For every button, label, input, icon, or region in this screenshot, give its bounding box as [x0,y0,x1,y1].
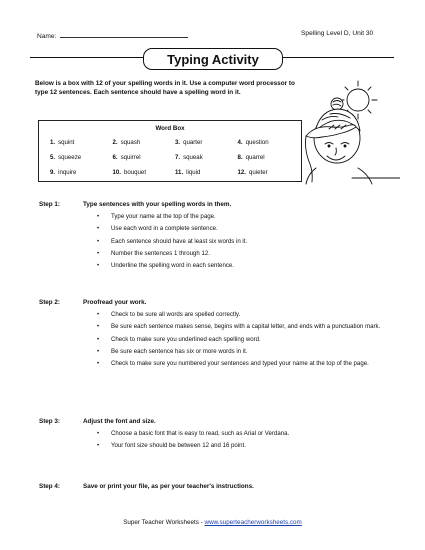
word-item [50,154,113,169]
word-number: 11. [175,169,184,176]
list-item: • Choose a basic font that is easy to read, such as Arial or Verdana. [95,429,395,438]
step-2-list [95,310,395,372]
word-box-row [50,154,300,169]
word-text: inquire [58,169,77,176]
footer-link[interactable]: www.superteacherworksheets.com [204,519,302,526]
word-number: 5. [50,154,56,161]
word-box-row [50,139,300,154]
list-item: • Each sentence should have at least six words in it. [95,237,395,246]
word-item [113,154,176,169]
word-box [38,120,302,182]
list-item: • Underline the spelling word in each sentence. [95,261,395,270]
step-4-label: Step 4: [39,483,60,490]
footer [0,519,425,526]
word-text: squeeze [58,154,82,161]
level-label: Spelling Level D, Unit 30 [301,30,374,37]
list-item: • Check to make sure you underlined each spelling word. [95,335,395,344]
word-item [113,139,176,154]
step-1-list [95,212,395,274]
word-text: squint [58,139,75,146]
girl-sun-illustration [300,74,400,186]
word-item [50,139,113,154]
word-text: squeak [183,154,203,161]
word-text: bouquet [123,169,147,176]
word-number: 8. [237,154,243,161]
word-item [238,139,301,154]
step-4-heading: Save or print your file, as per your teacher's instructions. [83,483,254,490]
word-item [175,154,238,169]
word-item [238,154,301,169]
footer-text: Super Teacher Worksheets - [123,519,205,526]
word-number: 12. [237,169,246,176]
word-number: 3. [175,139,181,146]
step-3-heading: Adjust the font and size. [83,418,156,425]
list-item: • Check to be sure all words are spelled correctly. [95,310,395,319]
word-item [113,169,176,184]
list-item: • Check to make sure you numbered your sentences and typed your name at the top of the page. [95,359,395,368]
list-item: • Number the sentences 1 through 12. [95,249,395,258]
list-item: • Type your name at the top of the page. [95,212,395,221]
word-number: 4. [237,139,243,146]
word-number: 7. [175,154,181,161]
intro-text: Below is a box with 12 of your spelling words in it. Use a computer word processor to type 12 sentences. Each sentence should have a spelling word in it. [35,80,295,96]
word-number: 10. [112,169,121,176]
word-text: squirrel [120,154,141,161]
word-box-title: Word Box [155,125,185,132]
page-title: Typing Activity [143,48,283,70]
step-1-heading: Type sentences with your spelling words in them. [83,201,232,208]
word-box-grid [50,139,300,184]
step-3-list [95,429,395,454]
word-box-row [50,169,300,184]
word-number: 9. [50,169,56,176]
word-number: 1. [50,139,56,146]
step-2-heading: Proofread your work. [83,299,147,306]
word-item [50,169,113,184]
name-line[interactable] [60,30,188,38]
word-item [238,169,301,184]
list-item: • Be sure each sentence has six or more words in it. [95,347,395,356]
word-item [175,139,238,154]
word-text: quarrel [245,154,265,161]
list-item: • Be sure each sentence makes sense, begins with a capital letter, and ends with a punctuation mark. [95,322,395,331]
word-item [175,169,238,184]
name-label: Name: [37,33,57,40]
step-2-label: Step 2: [39,299,60,306]
sun-icon [347,89,369,111]
name-field[interactable] [37,30,188,40]
word-text: quarter [183,139,203,146]
word-text: quieter [248,169,268,176]
word-text: squash [120,139,141,146]
word-number: 6. [112,154,118,161]
word-text: question [245,139,269,146]
list-item: • Use each word in a complete sentence. [95,224,395,233]
list-item: • Your font size should be between 12 and 16 point. [95,441,395,450]
step-3-label: Step 3: [39,418,60,425]
word-number: 2. [112,139,118,146]
word-text: liquid [186,169,201,176]
step-1-label: Step 1: [39,201,60,208]
